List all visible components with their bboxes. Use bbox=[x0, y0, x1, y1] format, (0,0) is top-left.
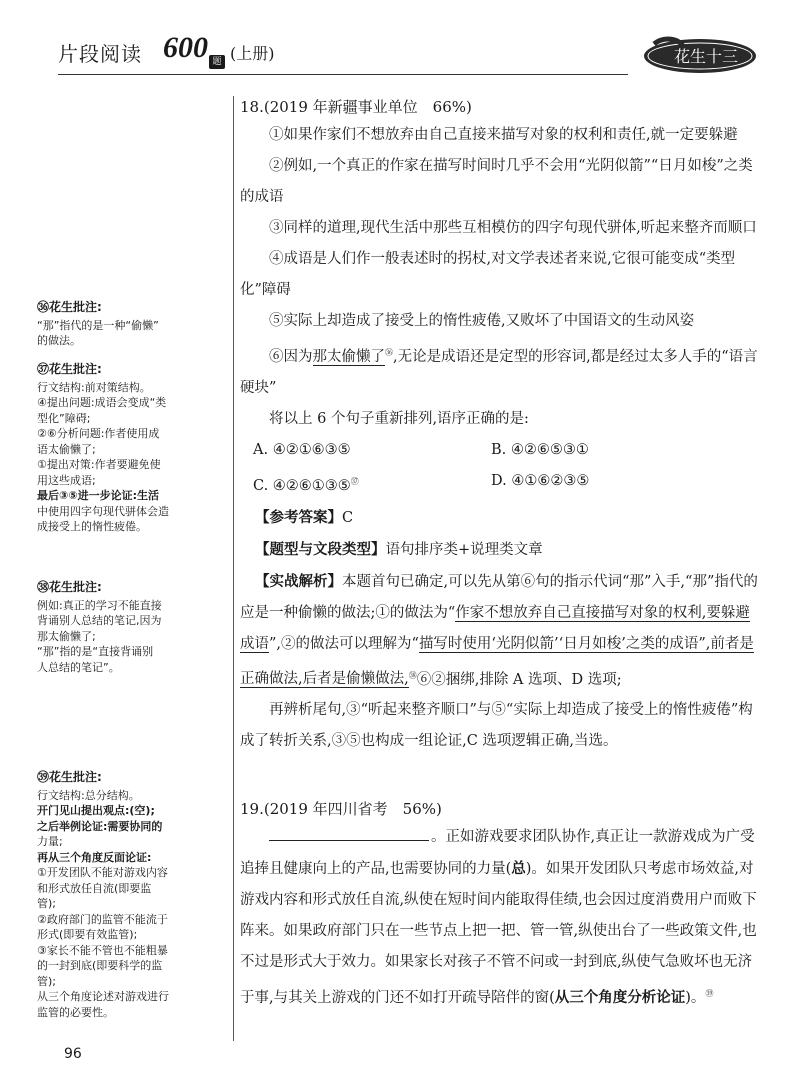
sentence-6-start: ⑥因为 bbox=[269, 348, 313, 365]
question-18 bbox=[240, 94, 760, 757]
sentence-2: ②例如,一个真正的作家在描写时间时几乎不会用“光阴似箭”“日月如梭”之类的成语 bbox=[240, 158, 753, 205]
analysis-text: 本题首句已确定,可以先从第⑥句的指示代词“那”入手,“那”指代的应是一种偷懒的做法;①的做法为“ bbox=[240, 573, 758, 621]
passage-text: )。 bbox=[685, 989, 706, 1006]
note-line: 型化”障碍; bbox=[37, 411, 91, 425]
type-value: 语句排序类+说理类文章 bbox=[385, 541, 543, 558]
note-line: ①开发团队不能对游戏内容 bbox=[37, 866, 168, 879]
question-heading: 18.(2019 年新疆事业单位 66%) bbox=[240, 98, 472, 116]
note-line: 形式(即要有效监管); bbox=[37, 928, 138, 941]
options-row bbox=[240, 435, 760, 466]
note-line: 用这些成语; bbox=[37, 473, 96, 487]
sentence-4: ④成语是人们作一般表述时的拐杖,对文学表述者来说,它很可能变成“类型化”障碍 bbox=[240, 251, 736, 298]
note-title: ㊳花生批注: bbox=[37, 580, 102, 594]
note-line: 的做法。 bbox=[37, 334, 81, 347]
note-line: 开门见山提出观点:(空); bbox=[37, 804, 155, 817]
note-line: ②⑥分析问题:作者使用成 bbox=[37, 427, 160, 440]
sentence-5: ⑤实际上却造成了接受上的惰性疲倦,又败坏了中国语文的生动风姿 bbox=[269, 313, 695, 329]
book-title-number: 600 bbox=[163, 31, 208, 64]
question-prompt: 将以上 6 个句子重新排列,语序正确的是: bbox=[269, 410, 529, 427]
book-title-unit: 题 bbox=[209, 55, 225, 69]
note-line: 例如:真正的学习不能直接 bbox=[37, 598, 162, 612]
sentence-6-end: ,无论是成语还是定型的形容词,都是经过太多人手的“语言硬块” bbox=[240, 348, 758, 396]
fill-blank[interactable] bbox=[269, 840, 429, 841]
note-line: “那”指的是“直接背诵别 bbox=[37, 645, 154, 658]
analysis-underlined: 描写时使用‘光阴似箭’‘日月如梭’之类的成语”,前者是正确做法,后者是偷懒做法, bbox=[240, 635, 754, 688]
passage-annotation: 总 bbox=[511, 860, 526, 877]
analysis-text: ⑥②捆绑,排除 A 选项、D 选项; bbox=[416, 671, 622, 688]
passage-annotation: 从三个角度分析论证 bbox=[554, 988, 686, 1006]
option-a: A. ④②①⑥③⑤ bbox=[253, 441, 351, 458]
note-line: ④提出问题:成语会变成“类 bbox=[37, 396, 167, 409]
side-note-37 bbox=[37, 362, 227, 535]
passage-text: )。如果开发团队只考虑市场效益,对游戏内容和形式放任自流,纵使在短时间内能取得佳绩,也会因过度消费用户而败下阵来。如果政府部门只在一些节点上把一把、管一管,纵使出台了一些政策文件,也不过是形式大于效力。如果家长对孩子不管不问或一封到底,纵使气急败坏也无济于事,与其关上游戏的门还不如打开疏导陪伴的窗( bbox=[240, 861, 757, 1006]
note-marker-37: ㊲ bbox=[350, 476, 359, 486]
book-title: 片段阅读 bbox=[58, 42, 142, 66]
note-marker-39: ㊴ bbox=[705, 989, 714, 998]
note-line: 语太偷懒了; bbox=[37, 442, 96, 456]
sentence-6-underlined: 那太偷懒了 bbox=[312, 348, 385, 365]
question-19-passage bbox=[240, 822, 760, 1014]
note-line: 背诵别人总结的笔记,因为 bbox=[37, 614, 162, 627]
note-line: “那”指代的是一种“偷懒” bbox=[37, 318, 159, 332]
options-row bbox=[240, 466, 760, 502]
note-line: 管); bbox=[37, 897, 56, 910]
note-line: 中使用四字句现代骈体会造 bbox=[37, 504, 169, 518]
header-rule bbox=[58, 74, 628, 75]
analysis-text: ”,②的做法可以理解为“ bbox=[269, 635, 419, 652]
book-volume: (上册) bbox=[230, 44, 275, 63]
page-header bbox=[0, 0, 800, 96]
note-title: ㊴花生批注: bbox=[37, 770, 102, 784]
note-line: 监管的必要性。 bbox=[37, 1005, 114, 1019]
note-line: 行文结构:前对策结构。 bbox=[37, 380, 151, 394]
side-note-36 bbox=[37, 300, 227, 349]
option-b: B. ④②⑥⑤③① bbox=[491, 441, 589, 458]
note-line: ③家长不能不管也不能粗暴 bbox=[37, 943, 168, 957]
sentence-3: ③同样的道理,现代生活中那些互相模仿的四字句现代骈体,听起来整齐而顺口 bbox=[269, 220, 757, 236]
note-line: 和形式放任自流(即要监 bbox=[37, 881, 152, 895]
side-note-39 bbox=[37, 770, 227, 1020]
note-line: 最后③⑤进一步论证:生活 bbox=[37, 489, 160, 502]
note-title: ㊱花生批注: bbox=[37, 300, 102, 314]
note-marker-36: ㊱ bbox=[385, 348, 393, 357]
analysis-label: 【实战解析】 bbox=[255, 572, 342, 590]
note-line: 成接受上的惰性疲倦。 bbox=[37, 520, 147, 533]
type-label: 【题型与文段类型】 bbox=[255, 540, 386, 558]
sentence-1: ①如果作家们不想放弃由自己直接来描写对象的权利和责任,就一定要躲避 bbox=[269, 127, 738, 143]
side-note-38 bbox=[37, 580, 227, 675]
analysis-underlined: 作家不想放弃自己直接描写对象的权利,要躲避成语 bbox=[240, 604, 750, 652]
note-line: 人总结的笔记”。 bbox=[37, 660, 120, 674]
note-title: ㊲花生批注: bbox=[37, 362, 102, 376]
option-d: D. ④①⑥②③⑤ bbox=[491, 472, 590, 489]
reference-answer bbox=[240, 502, 760, 534]
note-line: ②政府部门的监管不能流于 bbox=[37, 912, 168, 926]
note-line: 的一封到底(即要科学的监 bbox=[37, 959, 163, 972]
sentence-6 bbox=[240, 337, 760, 404]
analysis-paragraph-1 bbox=[240, 566, 760, 696]
peanut-logo-icon bbox=[640, 34, 760, 76]
note-marker-38: ㊳ bbox=[408, 670, 417, 680]
note-line: 从三个角度论述对游戏进行 bbox=[37, 990, 169, 1003]
option-c-text: C. ④②⑥①③⑤ bbox=[253, 477, 351, 494]
note-line: 再从三个角度反面论证: bbox=[37, 850, 152, 864]
passage-text: 。正如游戏要求团队协作,真正让一款游戏成为广受追捧且健康向上的产品,也需要协同的力量( bbox=[240, 829, 755, 877]
question-19 bbox=[240, 796, 760, 1014]
note-line: 力量; bbox=[37, 835, 63, 848]
column-divider bbox=[233, 96, 234, 1041]
note-line: 行文结构:总分结构。 bbox=[37, 788, 140, 802]
logo-text: 花生十三 bbox=[673, 47, 739, 66]
analysis-paragraph-2: 再辨析尾句,③“听起来整齐顺口”与⑤“实际上却造成了接受上的惰性疲倦”构成了转折关系,③⑤也构成一组论证,C 选项逻辑正确,当选。 bbox=[240, 702, 753, 750]
page-number: 96 bbox=[64, 1046, 82, 1062]
answer-label: 【参考答案】 bbox=[255, 508, 342, 526]
option-c bbox=[253, 466, 491, 502]
note-line: 那太偷懒了; bbox=[37, 629, 96, 643]
question-type bbox=[240, 534, 760, 566]
answer-value: C bbox=[342, 509, 354, 526]
question-heading: 19.(2019 年四川省考 56%) bbox=[240, 800, 442, 818]
note-line: ①提出对策:作者要避免使 bbox=[37, 458, 161, 471]
note-line: 之后举例论证:需要协同的 bbox=[37, 819, 163, 833]
note-line: 管); bbox=[37, 974, 56, 988]
